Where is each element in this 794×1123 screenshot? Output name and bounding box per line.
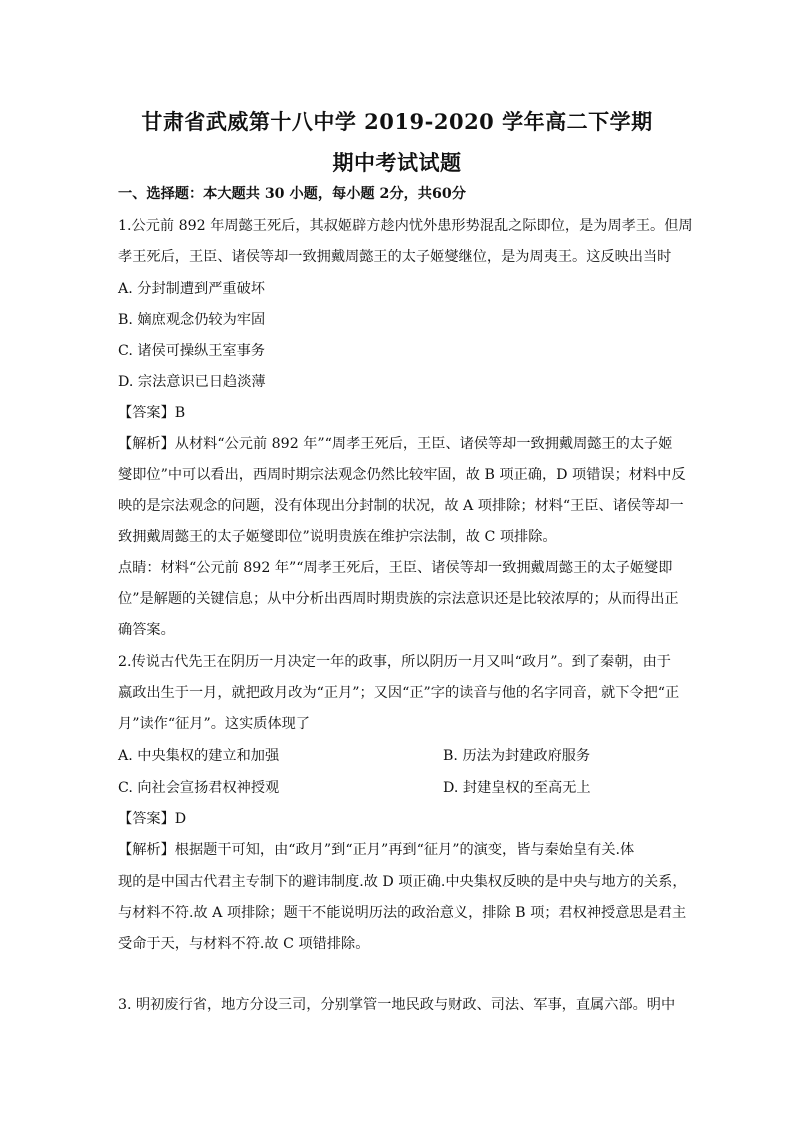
q1-analysis-line-2: 燮即位”中可以看出，西周时期宗法观念仍然比较牢固，故 B 项正确，D 项错误；材料中反: [118, 467, 686, 483]
q1-option-c: C. 诸侯可操纵王室事务: [118, 343, 266, 359]
q1-option-b: B. 嫡庶观念仍较为牢固: [118, 312, 266, 328]
q3-stem-line-1: 3. 明初废行省，地方分设三司，分别掌管一地民政与财政、司法、军事，直属六部。明中: [118, 997, 676, 1013]
q1-option-d: D. 宗法意识已日趋淡薄: [118, 374, 266, 390]
q1-comment-line-2: 位”是解题的关键信息；从中分析出西周时期贵族的宗法意识还是比较浓厚的；从而得出正: [118, 591, 679, 607]
q1-analysis-line-4: 致拥戴周懿王的太子姬燮即位”说明贵族在维护宗法制，故 C 项排除。: [118, 529, 557, 545]
q2-stem-line-2: 嬴政出生于一月，就把政月改为“正月”；又因“正”字的读音与他的名字同音，就下令把“正: [118, 685, 680, 701]
q2-analysis-line-2: 现的是中国古代君主专制下的避讳制度.故 D 项正确.中央集权反映的是中央与地方的关系，: [118, 874, 687, 890]
page-title: 甘肃省武威第十八中学 2019-2020 学年高二下学期: [141, 109, 653, 134]
q1-comment-line-3: 确答案。: [118, 622, 175, 638]
page-subtitle: 期中考试试题: [332, 150, 462, 175]
q2-analysis-line-3: 与材料不符.故 A 项排除；题干不能说明历法的政治意义，排除 B 项；君权神授意思是君主: [118, 905, 687, 921]
q2-analysis-line-4: 受命于天，与材料不符.故 C 项错排除。: [118, 936, 370, 952]
q1-comment-line-1: 点睛：材料“公元前 892 年”“周孝王死后，王臣、诸侯等却一致拥戴周懿王的太子姬燮即: [118, 560, 673, 576]
q2-answer: 【答案】D: [118, 811, 187, 827]
q1-analysis-line-3: 映的是宗法观念的问题，没有体现出分封制的状况，故 A 项排除；材料“王臣、诸侯等却一: [118, 498, 684, 514]
q1-stem-line-2: 孝王死后，王臣、诸侯等却一致拥戴周懿王的太子姬燮继位，是为周夷王。这反映出当时: [118, 249, 672, 265]
q2-stem-line-3: 月”读作“征月”。这实质体现了: [118, 716, 311, 732]
q1-option-a: A. 分封制遭到严重破坏: [118, 281, 265, 297]
q2-option-c: C. 向社会宣扬君权神授观: [118, 780, 280, 796]
section-heading: 一、选择题：本大题共 30 小题，每小题 2分，共60分: [118, 186, 466, 202]
q1-analysis-line-1: 【解析】从材料“公元前 892 年”“周孝王死后，王臣、诸侯等却一致拥戴周懿王的太子姬: [118, 436, 673, 452]
q1-answer: 【答案】B: [118, 405, 186, 421]
q2-stem-line-1: 2.传说古代先王在阴历一月决定一年的政事，所以阴历一月又叫“政月”。到了秦朝，由于: [118, 654, 671, 670]
q2-analysis-line-1: 【解析】根据题干可知，由“政月”到“正月”再到“征月”的演变，皆与秦始皇有关.体: [118, 842, 635, 858]
q2-option-b: B. 历法为封建政府服务: [443, 748, 591, 764]
q2-option-d: D. 封建皇权的至高无上: [443, 780, 591, 796]
q2-option-a: A. 中央集权的建立和加强: [118, 748, 280, 764]
q1-stem-line-1: 1.公元前 892 年周懿王死后，其叔姬辟方趁内忧外患形势混乱之际即位，是为周孝王。但周: [118, 218, 693, 234]
